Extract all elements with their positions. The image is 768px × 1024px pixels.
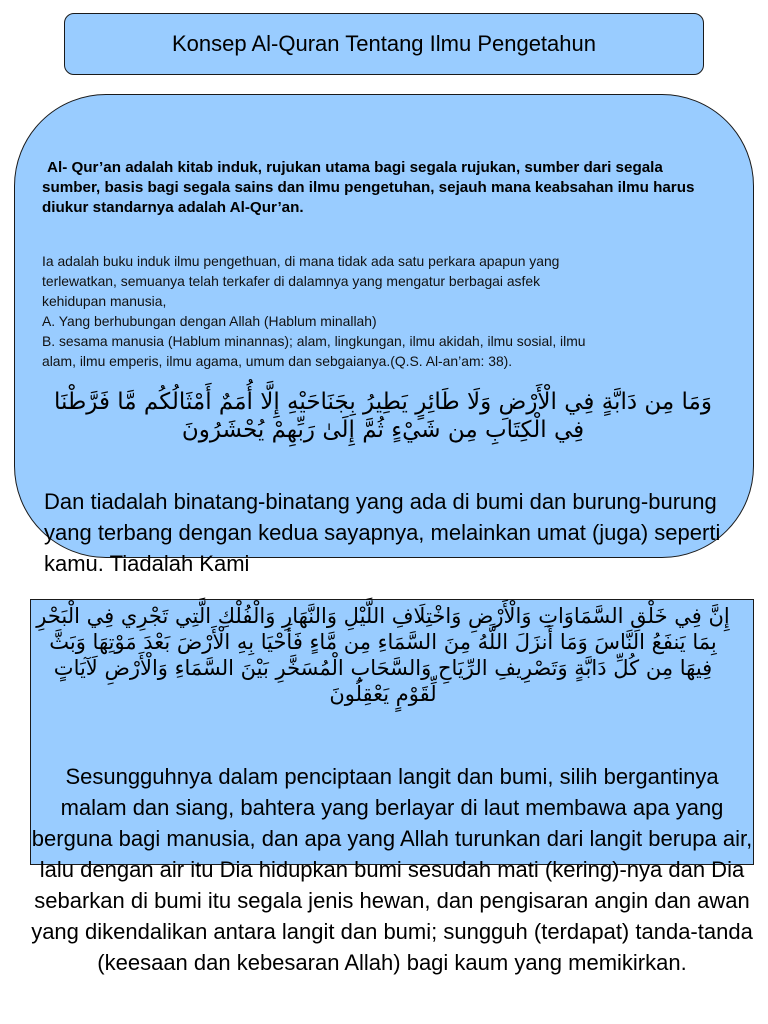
- verse-1-translation: Dan tiadalah binatang-binatang yang ada di bumi dan burung-burung yang terbang dengan kedua sayapnya, melainkan umat (juga) seperti kamu. Tiadalah Kami: [44, 489, 721, 576]
- verse-1-arabic: وَمَا مِن دَابَّةٍ فِي الْأَرْضِ وَلَا طَائِرٍ يَطِيرُ بِجَنَاحَيْهِ إِلَّا أُمَمٌ أَمْثَالُكُم مَّا فَرَّطْنَا فِي الْكِتَابِ مِن شَيْءٍ ثُمَّ إِلَىٰ رَبِّهِمْ يُحْشَرُونَ: [54, 389, 712, 443]
- page-title: Konsep Al-Quran Tentang Ilmu Pengetahun: [171, 31, 596, 56]
- explanation-line: terlewatkan, semuanya telah terkafer di dalamnya yang mengatur berbagai asfek: [42, 273, 541, 289]
- explanation-line: kehidupan manusia,: [42, 293, 167, 309]
- explanation-line: A. Yang berhubungan dengan Allah (Hablum minallah): [42, 313, 377, 329]
- explanation-line: Ia adalah buku induk ilmu pengethuan, di mana tidak ada satu perkara apapun yang: [42, 253, 560, 269]
- title-box: [64, 13, 704, 75]
- verse-2-translation: Sesungguhnya dalam penciptaan langit dan bumi, silih bergantinya malam dan siang, bahtera yang berlayar di laut membawa apa yang berguna bagi manusia, dan apa yang Allah turunkan dari langit berupa air, lalu dengan air itu Dia hidupkan bumi sesudah mati (kering)-nya dan Dia sebarkan di bumi itu segala jenis hewan, dan pengisaran angin dan awan yang dikendalikan antara langit dan bumi; sungguh (terdapat) tanda-tanda (keesaan dan kebesaran Allah) bagi kaum yang memikirkan.: [31, 764, 753, 975]
- explanation-block: [42, 251, 732, 371]
- explanation-line: alam, ilmu emperis, ilmu agama, umum dan sebgaianya.(Q.S. Al-an’am: 38).: [42, 353, 513, 369]
- verse-2-arabic: إِنَّ فِي خَلْقِ السَّمَاوَاتِ وَالْأَرْضِ وَاخْتِلَافِ اللَّيْلِ وَالنَّهَارِ وَالْفُلْكِ الَّتِي تَجْرِي فِي الْبَحْرِ بِمَا يَنفَعُ النَّاسَ وَمَا أَنزَلَ اللَّهُ مِنَ السَّمَاءِ مِن مَّاءٍ فَأَحْيَا بِهِ الْأَرْضَ بَعْدَ مَوْتِهَا وَبَثَّ فِيهَا مِن كُلِّ دَابَّةٍ وَتَصْرِيفِ الرِّيَاحِ وَالسَّحَابِ الْمُسَخَّرِ بَيْنَ السَّمَاءِ وَالْأَرْضِ لَآيَاتٍ لِّقَوْمٍ يَعْقِلُونَ: [36, 604, 730, 706]
- intro-paragraph: Al- Qur’an adalah kitab induk, rujukan utama bagi segala rujukan, sumber dari segala sumber, basis bagi segala sains dan ilmu pengetuhan, sejauh mana keabsahan ilmu harus diukur standarnya adalah Al-Qur’an.: [42, 159, 695, 216]
- explanation-line: B. sesama manusia (Hablum minannas); alam, lingkungan, ilmu akidah, ilmu sosial, ilmu: [42, 333, 586, 349]
